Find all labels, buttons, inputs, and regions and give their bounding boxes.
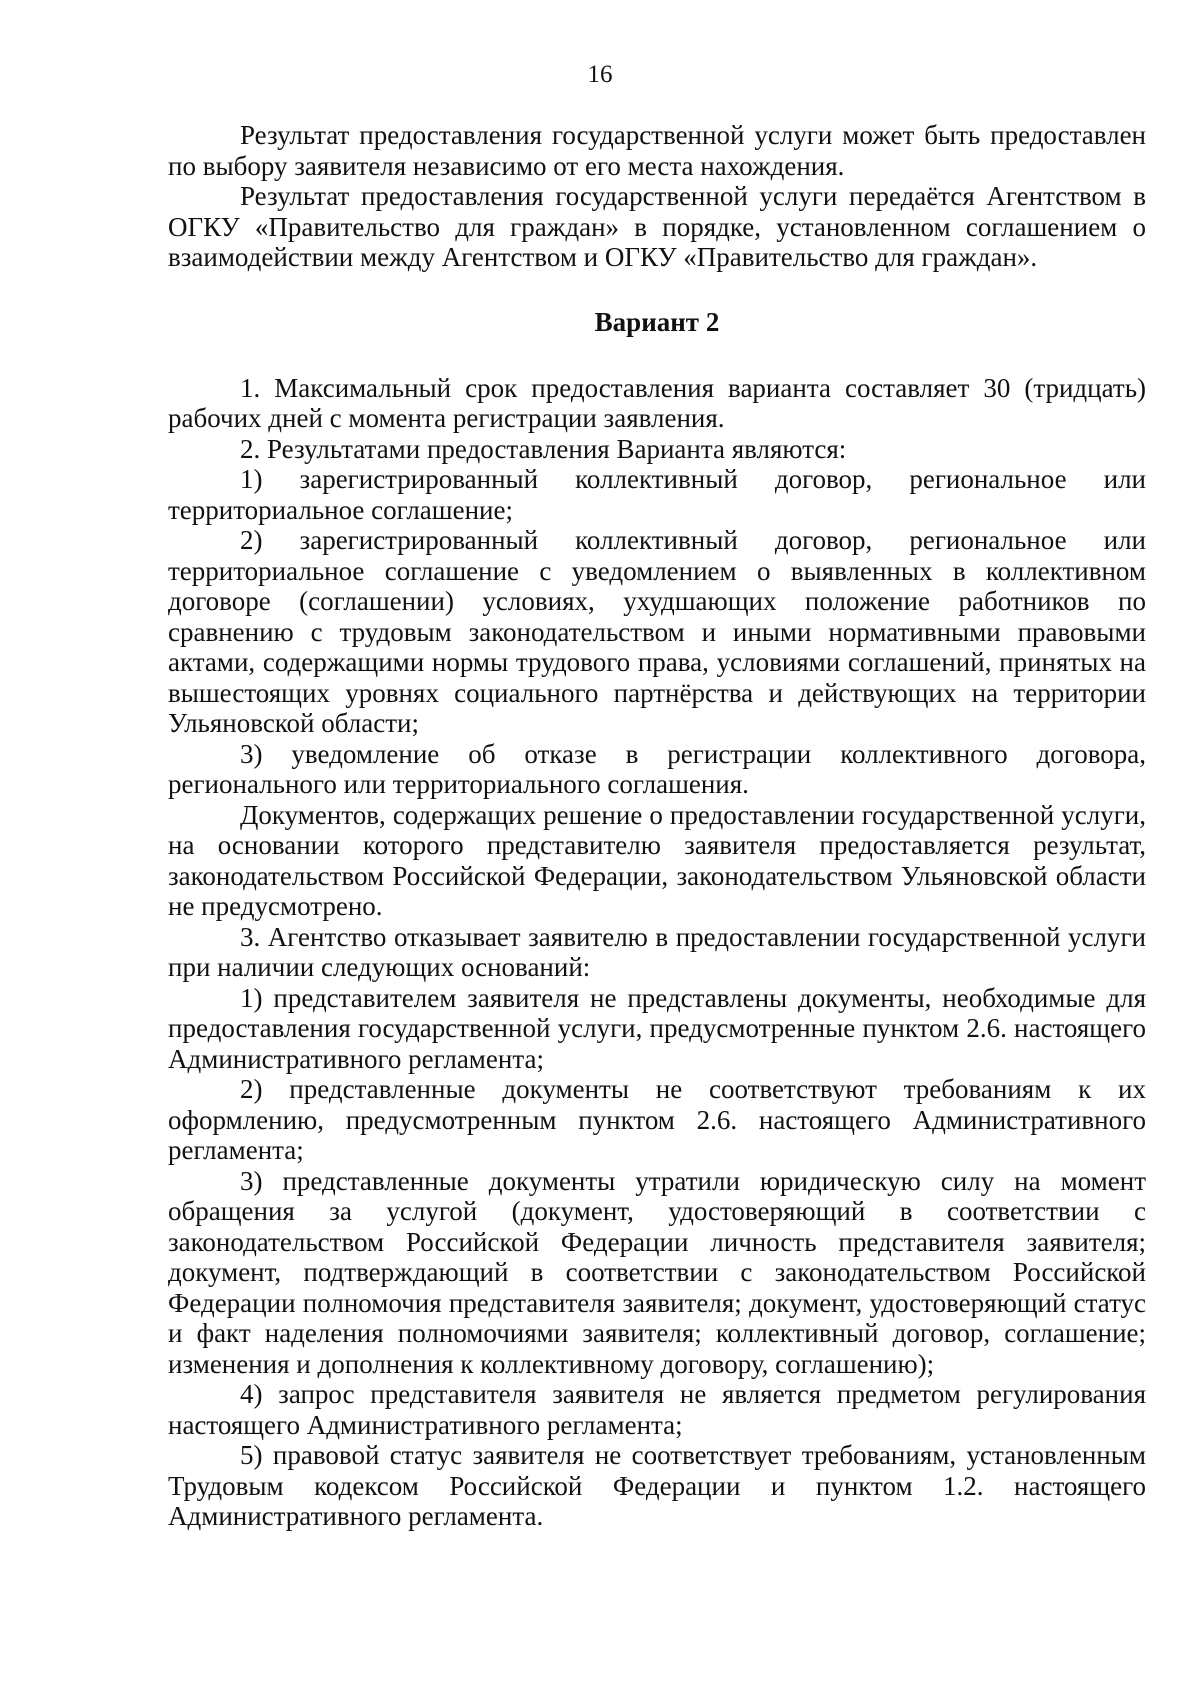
- paragraph-results-intro: 2. Результатами предоставления Варианта являются:: [240, 433, 847, 464]
- paragraph-refusal-intro: 3. Агентство отказывает заявителю в предоставлении государственной услуги при наличии следующих оснований:: [168, 921, 1146, 982]
- document-body: [168, 120, 1146, 1532]
- list-item-result-3: 3) уведомление об отказе в регистрации коллективного договора, регионального или территориального соглашения.: [168, 738, 1146, 799]
- list-item-result-2: 2) зарегистрированный коллективный договор, региональное или территориальное соглашение с уведомлением о выявленных в коллективном договоре (соглашении) условиях, ухудшающих положение работников по сравнению с трудовым законодательством и иными нормативными правовыми актами, содержащими нормы трудового права, условиями соглашений, принятых на вышестоящих уровнях социального партнёрства и действующих на территории Ульяновской области;: [168, 525, 1146, 738]
- list-item-result-1: 1) зарегистрированный коллективный договор, региональное или территориальное соглашение;: [168, 464, 1146, 525]
- list-item-refusal-4: 4) запрос представителя заявителя не является предметом регулирования настоящего Административного регламента;: [168, 1379, 1146, 1440]
- paragraph-result-choice: Результат предоставления государственной услуги может быть предоставлен по выбору заявителя независимо от его места нахождения.: [168, 120, 1146, 181]
- list-item-refusal-1: 1) представителем заявителя не представлены документы, необходимые для предоставления государственной услуги, предусмотренные пунктом 2.6. настоящего Административного регламента;: [168, 982, 1146, 1074]
- list-item-refusal-2: 2) представленные документы не соответствуют требованиям к их оформлению, предусмотренным пунктом 2.6. настоящего Административного регламента;: [168, 1074, 1146, 1165]
- page-number: 16: [587, 61, 613, 88]
- section-heading-variant-2: Вариант 2: [594, 306, 720, 337]
- paragraph-result-transfer: Результат предоставления государственной услуги передаётся Агентством в ОГКУ «Правительство для граждан» в порядке, установленном соглашением о взаимодействии между Агентством и ОГКУ «Правительство для граждан».: [168, 181, 1146, 272]
- paragraph-max-term: 1. Максимальный срок предоставления варианта составляет 30 (тридцать) рабочих дней с момента регистрации заявления.: [168, 372, 1146, 433]
- paragraph-documents-not-provided: Документов, содержащих решение о предоставлении государственной услуги, на основании которого представителю заявителя предоставляется результат, законодательством Российской Федерации, законодательством Ульяновской области не предусмотрено.: [168, 799, 1146, 921]
- list-item-refusal-3: 3) представленные документы утратили юридическую силу на момент обращения за услугой (документ, удостоверяющий в соответствии с законодательством Российской Федерации личность представителя заявителя; документ, подтверждающий в соответствии с законодательством Российской Федерации полномочия представителя заявителя; документ, удостоверяющий статус и факт наделения полномочиями заявителя; коллективный договор, соглашение; изменения и дополнения к коллективному договору, соглашению);: [168, 1165, 1146, 1379]
- list-item-refusal-5: 5) правовой статус заявителя не соответствует требованиям, установленным Трудовым кодексом Российской Федерации и пунктом 1.2. настоящего Административного регламента.: [168, 1440, 1146, 1531]
